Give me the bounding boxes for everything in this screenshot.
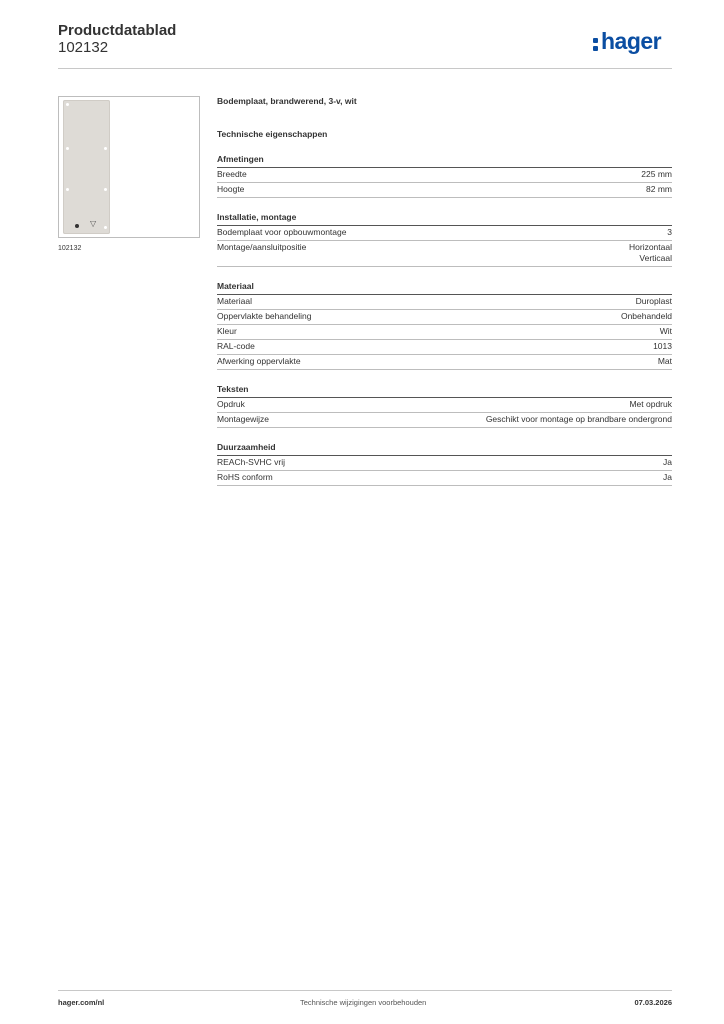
spec-value-line: Ja xyxy=(663,472,672,482)
image-caption: 102132 xyxy=(58,245,82,252)
spec-label: REACh-SVHC vrij xyxy=(217,457,286,467)
spec-row xyxy=(217,168,672,183)
spec-sections xyxy=(217,154,672,486)
spec-value-line: 225 mm xyxy=(641,169,672,179)
spec-row xyxy=(217,456,672,471)
spec-value-line: Mat xyxy=(657,356,672,366)
spec-value-line: Duroplast xyxy=(635,296,672,306)
spec-section xyxy=(217,384,672,428)
spec-label: Breedte xyxy=(217,169,247,179)
spec-label: Oppervlakte behandeling xyxy=(217,311,312,321)
spec-value xyxy=(629,242,672,264)
spec-value-line: Ja xyxy=(663,457,672,467)
mounting-hole xyxy=(66,188,69,191)
spec-value-line: Wit xyxy=(659,326,672,336)
base-plate-illustration xyxy=(63,100,110,234)
footer-date: 07.03.2026 xyxy=(634,998,672,1007)
product-image xyxy=(58,96,200,238)
spec-value-line: Horizontaal xyxy=(629,242,672,252)
spec-section xyxy=(217,154,672,198)
spec-value xyxy=(663,457,672,468)
spec-label: Montage/aansluitpositie xyxy=(217,242,307,252)
footer-disclaimer: Technische wijzigingen voorbehouden xyxy=(300,998,427,1007)
mounting-hole xyxy=(104,188,107,191)
spec-row xyxy=(217,183,672,198)
logo-dots-icon xyxy=(593,36,599,50)
section-title: Installatie, montage xyxy=(217,212,672,226)
mounting-hole xyxy=(66,147,69,150)
spec-row xyxy=(217,310,672,325)
footer-divider xyxy=(58,990,672,991)
section-title: Materiaal xyxy=(217,281,672,295)
hager-logo xyxy=(593,28,661,54)
spec-value-line: Met opdruk xyxy=(629,399,672,409)
technical-heading: Technische eigenschappen xyxy=(217,129,328,139)
spec-label: Kleur xyxy=(217,326,237,336)
spec-row xyxy=(217,325,672,340)
spec-value xyxy=(646,184,672,195)
spec-section xyxy=(217,281,672,370)
spec-row xyxy=(217,226,672,241)
spec-value xyxy=(660,326,672,337)
spec-row xyxy=(217,295,672,310)
section-title: Duurzaamheid xyxy=(217,442,672,456)
spec-section xyxy=(217,212,672,267)
spec-value xyxy=(621,311,672,322)
spec-value xyxy=(667,227,672,238)
spec-value-line: 1013 xyxy=(653,341,672,351)
spec-label: RoHS conform xyxy=(217,472,273,482)
triangle-icon: ▽ xyxy=(90,219,97,228)
spec-row xyxy=(217,340,672,355)
spec-label: Bodemplaat voor opbouwmontage xyxy=(217,227,347,237)
product-details xyxy=(217,96,672,486)
spec-value xyxy=(486,414,672,425)
spec-row xyxy=(217,241,672,267)
logo-text: hager xyxy=(601,28,662,54)
spec-value xyxy=(658,356,672,367)
spec-value-line: Onbehandeld xyxy=(620,311,672,321)
spec-row xyxy=(217,398,672,413)
spec-row xyxy=(217,471,672,486)
spec-label: RAL-code xyxy=(217,341,255,351)
spec-section xyxy=(217,442,672,486)
spec-value-line: Verticaal xyxy=(639,253,672,263)
spec-value-line: 82 mm xyxy=(646,184,672,194)
article-number: 102132 xyxy=(58,39,109,56)
spec-value xyxy=(629,399,672,410)
footer-website: hager.com/nl xyxy=(58,998,105,1007)
spec-label: Materiaal xyxy=(217,296,252,306)
spec-value-line: Geschikt voor montage op brandbare ondergrond xyxy=(485,414,672,424)
product-title: Bodemplaat, brandwerend, 3-v, wit xyxy=(217,96,357,106)
spec-value xyxy=(653,341,672,352)
spec-value-line: 3 xyxy=(667,227,672,237)
mounting-hole xyxy=(104,147,107,150)
mounting-hole xyxy=(104,226,107,229)
spec-value xyxy=(641,169,672,180)
spec-value xyxy=(663,472,672,483)
spec-row xyxy=(217,355,672,370)
section-title: Afmetingen xyxy=(217,154,672,168)
spec-label: Opdruk xyxy=(217,399,245,409)
spec-label: Afwerking oppervlakte xyxy=(217,356,301,366)
spec-label: Montagewijze xyxy=(217,414,269,424)
spec-label: Hoogte xyxy=(217,184,245,194)
page-title: Productdatablad xyxy=(58,22,177,39)
header-divider xyxy=(58,68,672,69)
section-title: Teksten xyxy=(217,384,672,398)
spec-row xyxy=(217,413,672,428)
spec-value xyxy=(636,296,672,307)
earth-dot-icon xyxy=(75,224,79,228)
mounting-hole xyxy=(66,103,69,106)
